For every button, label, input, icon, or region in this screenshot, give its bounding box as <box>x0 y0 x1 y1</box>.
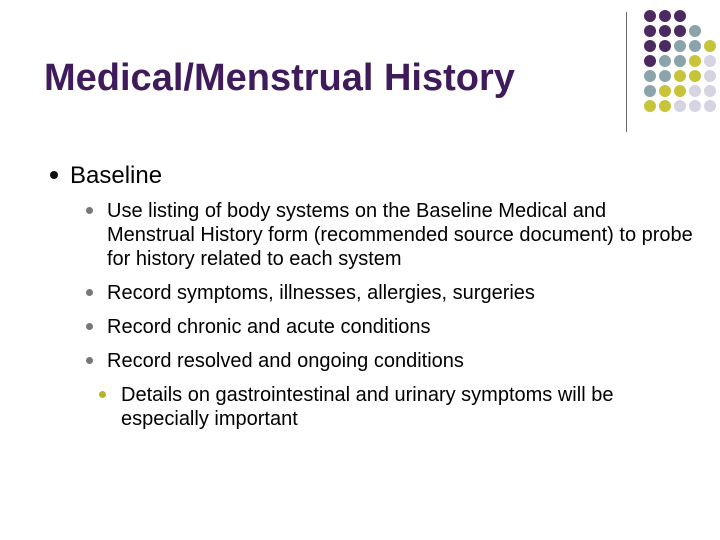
sub-bullet-text: Use listing of body systems on the Baseline Medical and Menstrual History form (recommended source document) to probe for history related to each system <box>107 199 693 270</box>
nested-bullet-gi-urinary <box>121 383 681 431</box>
decorative-dot <box>659 100 671 112</box>
sub-bullet-list <box>107 199 697 431</box>
decorative-dot <box>674 40 686 52</box>
bullet-baseline <box>48 162 688 191</box>
decorative-dot <box>689 40 701 52</box>
decorative-dot <box>674 100 686 112</box>
bullet-text: Baseline <box>70 162 163 189</box>
decorative-dot <box>689 100 701 112</box>
nested-bullet-list <box>121 383 681 431</box>
sub-bullet-resolved-ongoing <box>107 349 697 373</box>
decorative-dot <box>644 55 656 67</box>
decorative-dot-grid <box>636 10 720 130</box>
sub-bullet-symptoms <box>107 281 697 305</box>
decorative-dot <box>644 40 656 52</box>
decorative-dot <box>704 55 716 67</box>
bullet-dot-icon <box>86 323 93 330</box>
bullet-dot-icon <box>86 207 93 214</box>
decorative-dot <box>704 100 716 112</box>
decorative-dot <box>659 85 671 97</box>
decorative-dot <box>674 85 686 97</box>
title-divider-line <box>626 12 627 132</box>
decorative-dot <box>689 55 701 67</box>
sub-bullet-conditions <box>107 315 697 339</box>
decorative-dot <box>659 10 671 22</box>
decorative-dot <box>674 10 686 22</box>
decorative-dot <box>659 70 671 82</box>
decorative-dot <box>644 100 656 112</box>
decorative-dot <box>644 85 656 97</box>
decorative-dot <box>659 55 671 67</box>
bullet-dot-icon <box>99 391 106 398</box>
decorative-dot <box>644 10 656 22</box>
sub-bullet-text: Record chronic and acute conditions <box>107 315 431 338</box>
bullet-dot-icon <box>86 289 93 296</box>
slide-title: Medical/Menstrual History <box>44 57 515 99</box>
sub-bullet-text: Record resolved and ongoing conditions <box>107 349 464 372</box>
decorative-dot <box>689 70 701 82</box>
decorative-dot <box>659 25 671 37</box>
slide-content <box>48 162 693 431</box>
bullet-dot-icon <box>86 357 93 364</box>
decorative-dot <box>704 70 716 82</box>
decorative-dot <box>659 40 671 52</box>
decorative-dot <box>674 25 686 37</box>
sub-bullet-body-systems <box>107 199 697 271</box>
decorative-dot <box>704 85 716 97</box>
decorative-dot <box>674 55 686 67</box>
decorative-dot <box>689 85 701 97</box>
sub-bullet-text: Record symptoms, illnesses, allergies, surgeries <box>107 281 535 304</box>
decorative-dot <box>674 70 686 82</box>
bullet-dot-icon <box>50 171 58 179</box>
decorative-dot <box>689 25 701 37</box>
decorative-dot <box>644 70 656 82</box>
decorative-dot <box>704 40 716 52</box>
nested-bullet-text: Details on gastrointestinal and urinary symptoms will be especially important <box>121 383 614 430</box>
decorative-dot <box>644 25 656 37</box>
